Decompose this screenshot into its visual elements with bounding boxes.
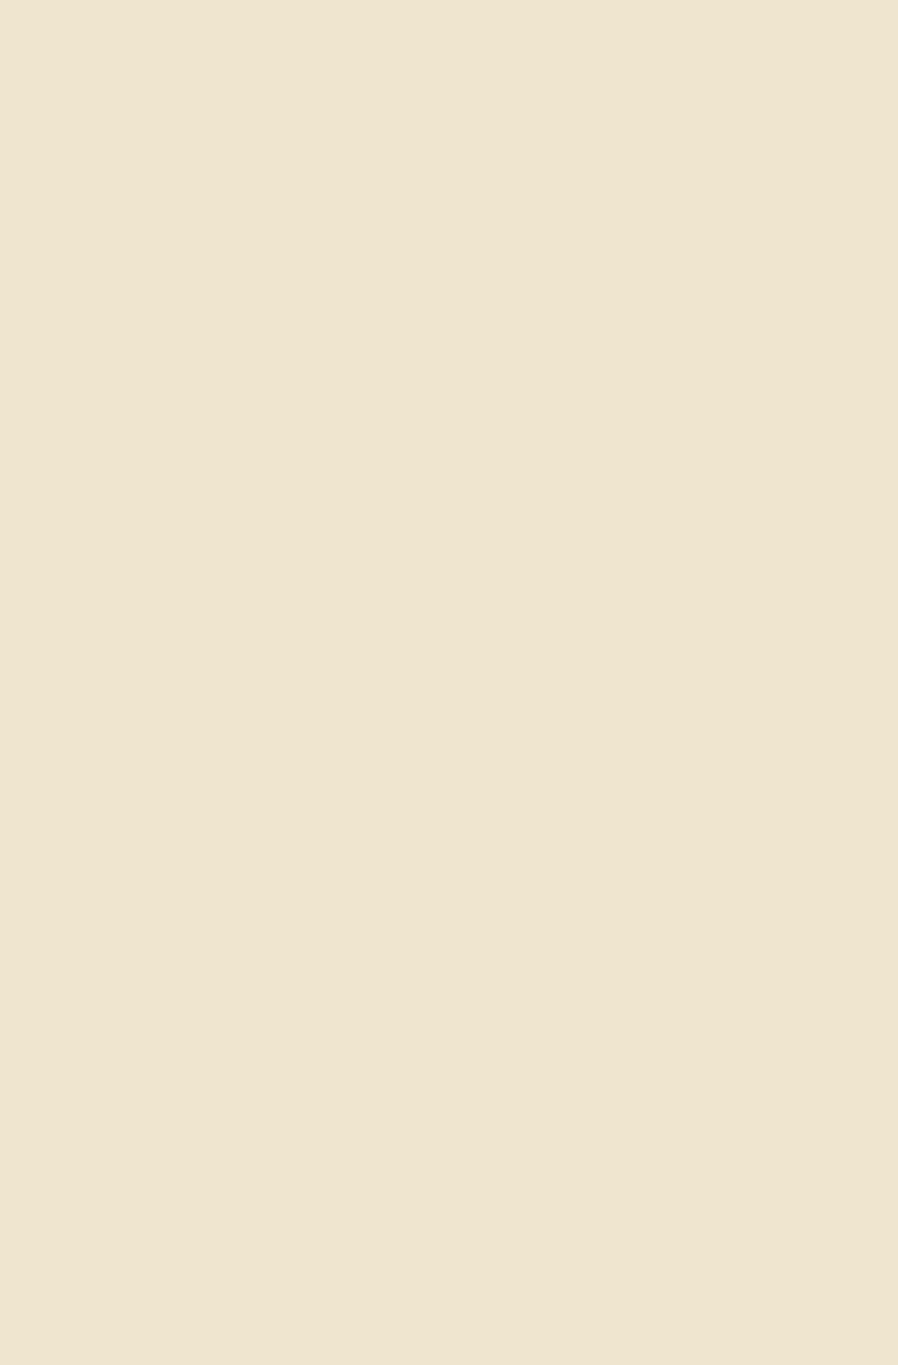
page-header [50,42,862,72]
